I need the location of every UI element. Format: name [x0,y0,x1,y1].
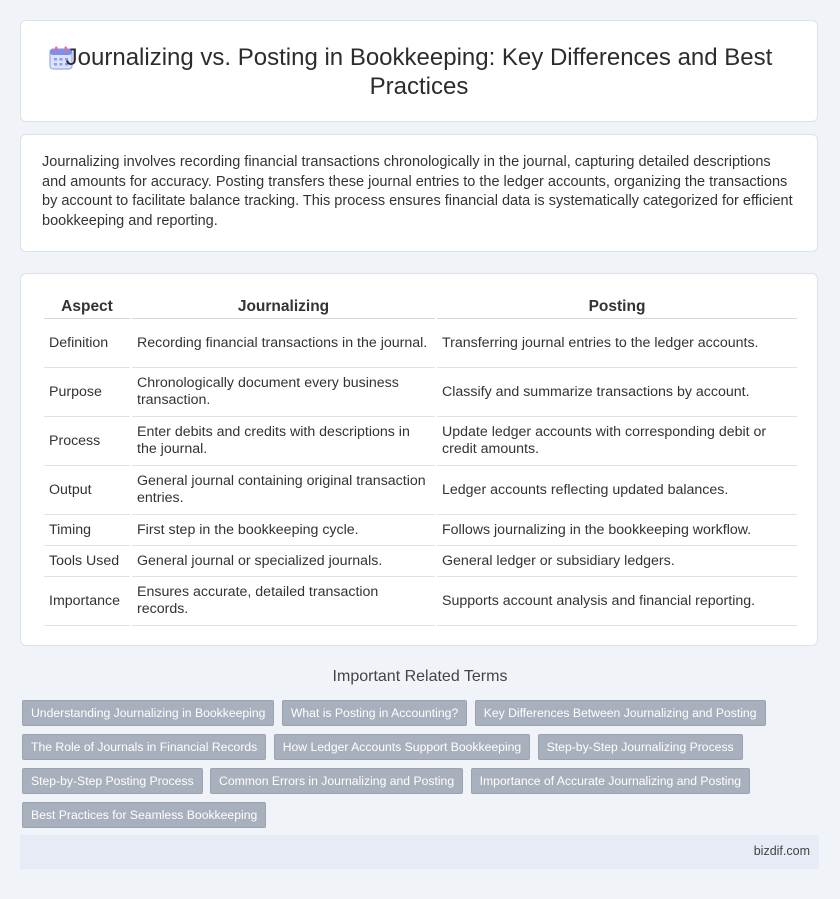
aspect-cell: Definition [44,319,130,368]
table-row [44,466,797,515]
related-term-tag[interactable]: Importance of Accurate Journalizing and Posting [471,768,751,794]
aspect-cell: Process [44,417,130,466]
table-row [44,417,797,466]
table-row [44,515,797,546]
table-row [44,319,797,368]
journalizing-cell: Enter debits and credits with descriptions in the journal. [132,417,435,466]
posting-cell: Update ledger accounts with corresponding debit or credit amounts. [437,417,797,466]
related-term-tag[interactable]: The Role of Journals in Financial Records [22,734,266,760]
related-term-tag[interactable]: Common Errors in Journalizing and Posting [210,768,463,794]
footer [20,835,819,869]
table-row [44,546,797,577]
journalizing-cell: General journal containing original transaction entries. [132,466,435,515]
related-terms-list [22,700,802,836]
journalizing-cell: General journal or specialized journals. [132,546,435,577]
related-term-tag[interactable]: How Ledger Accounts Support Bookkeeping [274,734,531,760]
header-posting: Posting [437,296,797,319]
posting-cell: Classify and summarize transactions by account. [437,368,797,417]
related-term-tag[interactable]: What is Posting in Accounting? [282,700,467,726]
related-term-tag[interactable]: Key Differences Between Journalizing and Posting [475,700,766,726]
journalizing-cell: Recording financial transactions in the journal. [132,319,435,368]
related-term-tag[interactable]: Best Practices for Seamless Bookkeeping [22,802,266,828]
journalizing-cell: Ensures accurate, detailed transaction records. [132,577,435,626]
aspect-cell: Timing [44,515,130,546]
header-card [20,20,818,122]
table-row [44,577,797,626]
posting-cell: General ledger or subsidiary ledgers. [437,546,797,577]
journalizing-cell: First step in the bookkeeping cycle. [132,515,435,546]
header-journalizing: Journalizing [132,296,435,319]
aspect-cell: Output [44,466,130,515]
table-row [44,368,797,417]
posting-cell: Transferring journal entries to the ledger accounts. [437,319,797,368]
aspect-cell: Tools Used [44,546,130,577]
related-term-tag[interactable]: Understanding Journalizing in Bookkeeping [22,700,274,726]
posting-cell: Supports account analysis and financial reporting. [437,577,797,626]
journalizing-cell: Chronologically document every business transaction. [132,368,435,417]
related-term-tag[interactable]: Step-by-Step Journalizing Process [538,734,743,760]
page-title: Journalizing vs. Posting in Bookkeeping: Key Differences and Best Practices [65,44,773,100]
intro-paragraph: Journalizing involves recording financial transactions chronologically in the journal, capturing detailed descriptions and amounts for accuracy. Posting transfers these journal entries to the ledger accounts, organizing the transactions by account to facilitate balance tracking. This process ensures financial data is systematically categorized for efficient bookkeeping and reporting. [42,154,793,229]
header-aspect: Aspect [44,296,130,319]
footer-site-link[interactable]: bizdif.com [753,844,810,858]
intro-card [20,134,818,252]
posting-cell: Ledger accounts reflecting updated balances. [437,466,797,515]
related-terms-heading: Important Related Terms [332,668,508,685]
comparison-card [20,273,818,646]
related-term-tag[interactable]: Step-by-Step Posting Process [22,768,203,794]
aspect-cell: Purpose [44,368,130,417]
posting-cell: Follows journalizing in the bookkeeping workflow. [437,515,797,546]
comparison-table [42,296,799,626]
aspect-cell: Importance [44,577,130,626]
